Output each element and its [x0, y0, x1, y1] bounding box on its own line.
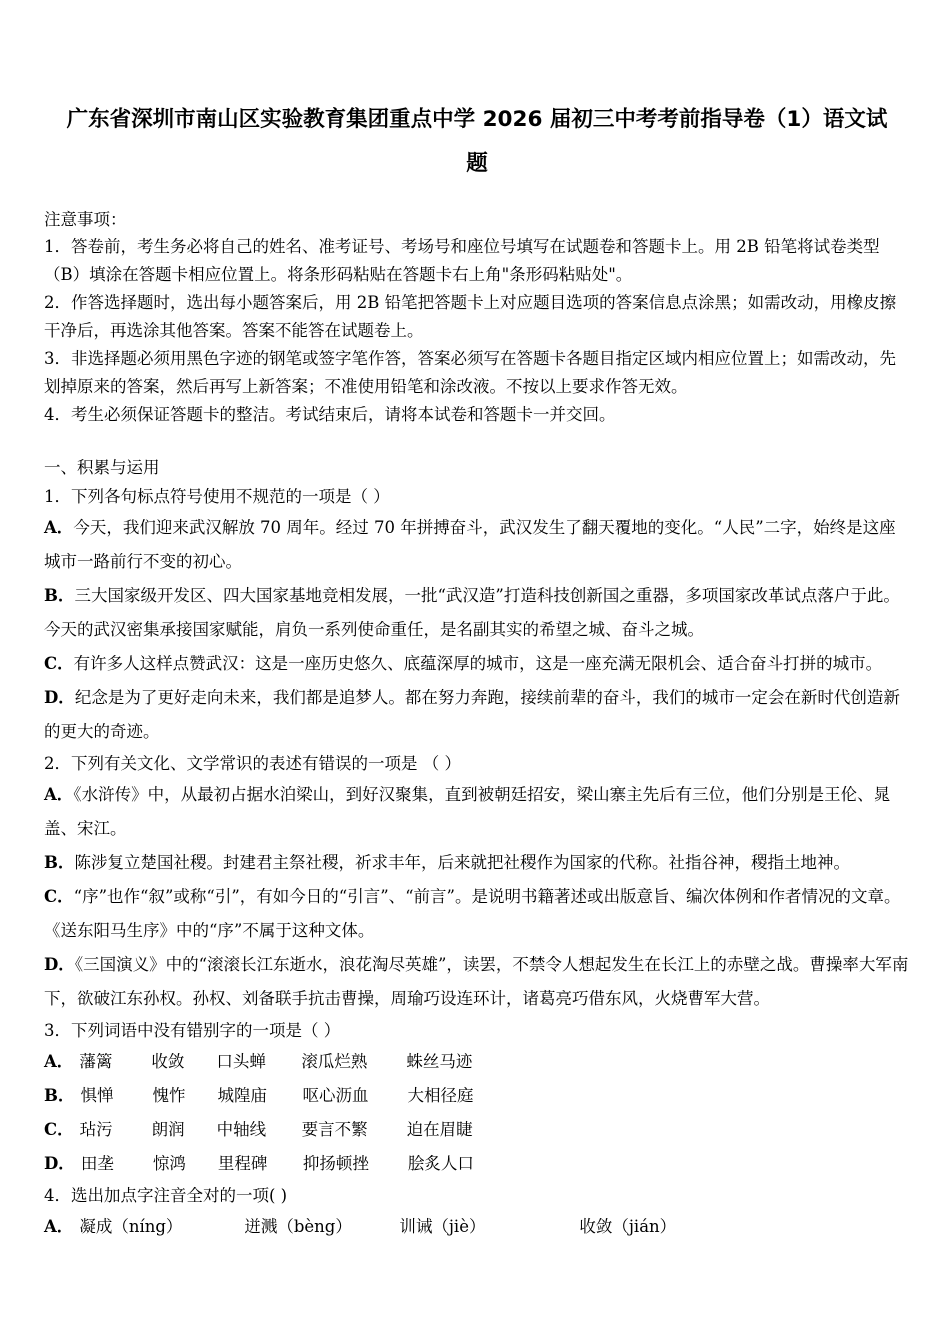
question-stem-text: 下列有关文化、文学常识的表述有错误的一项是 （ ） [71, 754, 461, 773]
word-cell: 口头蝉 [216, 1052, 266, 1071]
word-cell: 藩篱 [79, 1052, 113, 1071]
document-content [44, 98, 910, 1244]
option-letter: B． [44, 586, 75, 605]
pinyin-cell: 训诫（jiè） [399, 1217, 486, 1236]
option-c[interactable] [44, 1113, 910, 1147]
question-3 [44, 1016, 910, 1181]
option-letter: A． [44, 785, 74, 804]
question-stem [44, 749, 910, 778]
question-4 [44, 1181, 910, 1244]
option-letter: A． [44, 518, 74, 537]
option-c[interactable] [44, 880, 910, 948]
notice-section [44, 206, 910, 429]
option-text: 《水浒传》中，从最初占据水泊梁山，到好汉聚集，直到被朝廷招安，梁山寨主先后有三位，他们分别是王伦、晁盖、宋江。 [44, 785, 891, 838]
word-cell: 城隍庙 [217, 1086, 267, 1105]
word-cell: 中轴线 [216, 1120, 267, 1139]
notice-heading: 注意事项： [44, 210, 127, 229]
option-text: 纪念是为了更好走向未来，我们都是追梦人。都在努力奔跑，接续前辈的奋斗，我们的城市一定会在新时代创造新的更大的奇迹。 [44, 688, 900, 741]
option-text: 有许多人这样点赞武汉：这是一座历史悠久、底蕴深厚的城市，这是一座充满无限机会、适合奋斗打拼的城市。 [73, 654, 883, 673]
option-letter: A． [44, 1052, 74, 1071]
option-b[interactable] [44, 846, 910, 880]
question-number: 1． [44, 487, 71, 506]
word-cell: 迫在眉睫 [406, 1120, 473, 1139]
question-stem-text: 选出加点字注音全对的一项( ) [71, 1186, 288, 1205]
option-a[interactable] [44, 1045, 910, 1079]
option-letter: C． [44, 1120, 74, 1139]
question-number: 3． [44, 1021, 71, 1040]
option-letter: A． [44, 1217, 74, 1236]
question-2 [44, 749, 910, 1016]
question-number: 4． [44, 1186, 71, 1205]
option-letter: B． [44, 1086, 75, 1105]
pinyin-cell: 迸溅（bèng） [244, 1217, 352, 1236]
word-cell: 田垄 [80, 1154, 114, 1173]
page-title [44, 98, 910, 186]
word-cell: 蛛丝马迹 [406, 1052, 473, 1071]
option-b[interactable] [44, 579, 910, 647]
option-text: 三大国家级开发区、四大国家基地竞相发展，一批“武汉造”打造科技创新国之重器，多项国家改革试点落户于此。今天的武汉密集承接国家赋能，肩负一系列使命重任，是名副其实的希望之城、奋斗之城。 [44, 586, 900, 639]
question-stem [44, 1016, 910, 1045]
word-cell: 呕心沥血 [302, 1086, 369, 1105]
word-cell: 玷污 [79, 1120, 113, 1139]
pinyin-cell: 凝成（níng） [79, 1217, 183, 1236]
word-cell: 滚瓜烂熟 [301, 1052, 368, 1071]
word-cell: 抑扬顿挫 [302, 1154, 369, 1173]
option-text: “序”也作“叙”或称“引”，有如今日的“引言”、“前言”。是说明书籍著述或出版意旨、编次体例和作者情况的文章。《送东阳马生序》中的“序”不属于这种文体。 [44, 887, 901, 940]
option-text: 陈涉复立楚国社稷。封建君主祭社稷，祈求丰年，后来就把社稷作为国家的代称。社指谷神，稷指土地神。 [74, 853, 850, 872]
option-b[interactable] [44, 1079, 910, 1113]
option-a[interactable] [44, 778, 910, 846]
option-letter: D． [44, 1154, 75, 1173]
option-a[interactable] [44, 511, 910, 579]
option-c[interactable] [44, 647, 910, 681]
section-heading-accumulation: 一、积累与运用 [44, 458, 160, 477]
option-letter: C． [44, 654, 74, 673]
option-d[interactable] [44, 948, 910, 1016]
question-stem-text: 下列各句标点符号使用不规范的一项是（ ） [71, 487, 390, 506]
question-stem [44, 482, 910, 511]
option-d[interactable] [44, 681, 910, 749]
notice-item: 1．答卷前，考生务必将自己的姓名、准考证号、考场号和座位号填写在试题卷和答题卡上。用 2B 铅笔将试卷类型（B）填涂在答题卡相应位置上。将条形码粘贴在答题卡右上角"条形码粘贴处"。 [44, 237, 880, 284]
option-d[interactable] [44, 1147, 910, 1181]
word-cell: 惧惮 [80, 1086, 114, 1105]
word-cell: 愧怍 [152, 1086, 186, 1105]
notice-list [44, 233, 910, 429]
notice-item: 2．作答选择题时，选出每小题答案后，用 2B 铅笔把答题卡上对应题目选项的答案信息点涂黑；如需改动，用橡皮擦干净后，再选涂其他答案。答案不能答在试题卷上。 [44, 293, 897, 340]
page-title-line-1: 广东省深圳市南山区实验教育集团重点中学 2026 届初三中考考前指导卷（1）语文试 [66, 107, 888, 132]
page-title-line-2: 题 [466, 151, 488, 176]
option-letter: C． [44, 887, 74, 906]
word-cell: 收敛 [151, 1052, 185, 1071]
word-cell: 要言不繁 [301, 1120, 368, 1139]
option-letter: D． [44, 955, 75, 974]
option-letter: D． [44, 688, 75, 707]
option-text: 《三国演义》中的“滚滚长江东逝水，浪花淘尽英雄”，读罢，不禁令人想起发生在长江上的赤壁之战。曹操率大军南下，欲破江东孙权。孙权、刘备联手抗击曹操，周瑜巧设连环计，诸葛亮巧借东风，火烧曹军大营。 [44, 955, 909, 1008]
option-text: 今天，我们迎来武汉解放 70 周年。经过 70 年拼搏奋斗，武汉发生了翻天覆地的变化。“人民”二字，始终是这座城市一路前行不变的初心。 [44, 518, 896, 571]
word-cell: 脍炙人口 [407, 1154, 474, 1173]
word-cell: 里程碑 [217, 1154, 268, 1173]
notice-item: 4．考生必须保证答题卡的整洁。考试结束后，请将本试卷和答题卡一并交回。 [44, 405, 616, 424]
question-1 [44, 482, 910, 749]
notice-item: 3．非选择题必须用黑色字迹的钢笔或签字笔作答，答案必须写在答题卡各题目指定区域内相应位置上；如需改动，先划掉原来的答案，然后再写上新答案；不准使用铅笔和涂改液。不按以上要求作答无效。 [44, 349, 896, 396]
question-number: 2． [44, 754, 71, 773]
option-a[interactable] [44, 1210, 910, 1244]
pinyin-cell: 收敛（jián） [579, 1217, 677, 1236]
question-stem-text: 下列词语中没有错别字的一项是（ ） [71, 1021, 341, 1040]
word-cell: 大相径庭 [407, 1086, 474, 1105]
question-stem [44, 1181, 910, 1210]
word-cell: 朗润 [151, 1120, 185, 1139]
word-cell: 惊鸿 [152, 1154, 186, 1173]
option-letter: B． [44, 853, 75, 872]
